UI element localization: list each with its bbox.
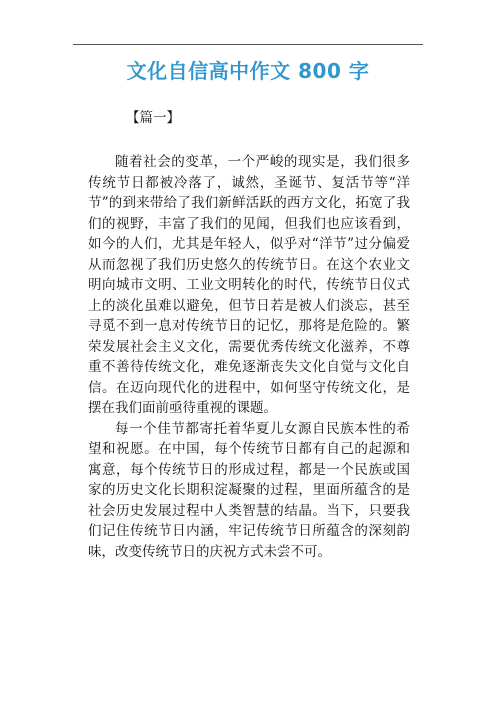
article-body: [88, 152, 410, 562]
paragraph-2: 每一个佳节都寄托着华夏儿女源自民族本性的希望和祝愿。在中国，每个传统节日都有自己的起源和寓意，每个传统节日的形成过程，都是一个民族或国家的历史文化长期积淀凝聚的过程，里面所蕴含的是社会历史发展过程中人类智慧的结晶。当下，只要我们记住传统节日内涵，牢记传统节日所蕴含的深刻韵味，改变传统节日的庆祝方式未尝不可。: [88, 420, 410, 560]
section-label: 【篇一】: [126, 110, 180, 126]
page-title: 文化自信高中作文 800 字: [126, 59, 370, 83]
header-rule: [73, 44, 423, 45]
paragraph-1: 随着社会的变革，一个严峻的现实是，我们很多传统节日都被冷落了，诚然，圣诞节、复活节等“洋节”的到来带给了我们新鲜活跃的西方文化，拓宽了我们的视野，丰富了我们的见闻，但我们也应该看到，如今的人们，尤其是年轻人，似乎对“洋节”过分偏爱从而忽视了我们历史悠久的传统节日。在这个农业文明向城市文明、工业文明转化的时代，传统节日仪式上的淡化虽难以避免，但节日若是被人们淡忘，甚至寻觅不到一息对传统节日的记忆，那将是危险的。繁荣发展社会主义文化，需要优秀传统文化滋养，不尊重不善待传统文化，难免逐渐丧失文化自觉与文化自信。在迈向现代化的进程中，如何坚守传统文化，是摆在我们面前亟待重视的课题。: [88, 154, 410, 416]
